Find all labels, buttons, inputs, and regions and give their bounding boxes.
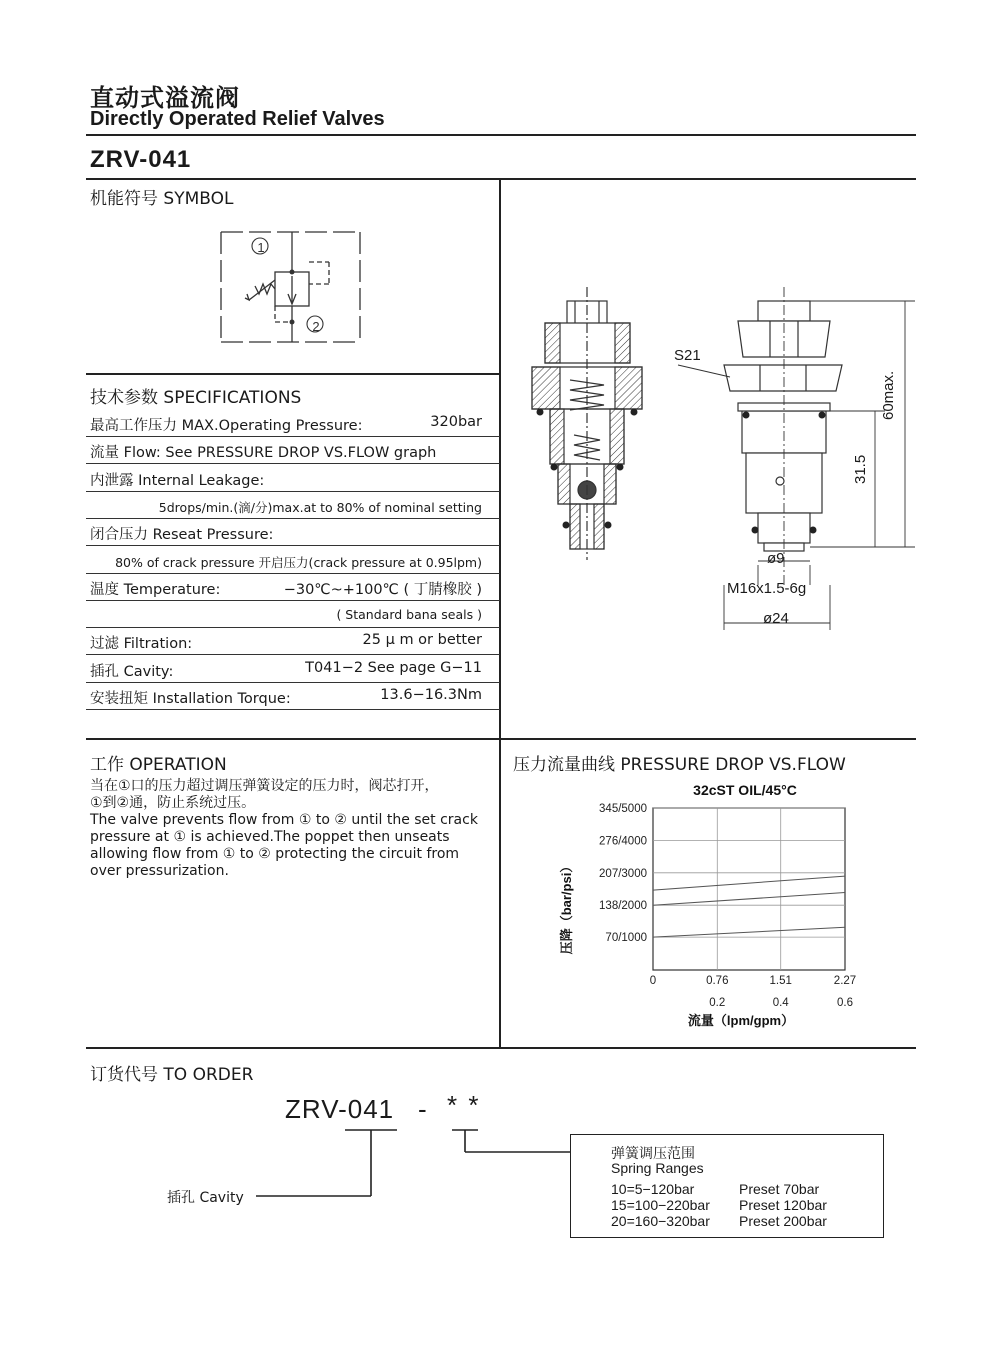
header-rule	[86, 134, 916, 136]
model-number: ZRV-041	[90, 146, 192, 173]
order-suffix: * *	[447, 1090, 481, 1120]
x-tick-label: 0	[649, 975, 657, 987]
operation-line: allowing flow from ① to ② protecting the circuit from	[90, 846, 460, 862]
spec-value: 80% of crack pressure 开启压力(crack pressure at 0.95lpm)	[115, 554, 482, 570]
range-preset: Preset 200bar	[739, 1213, 827, 1229]
operation-text	[90, 778, 495, 880]
range-code: 15=100−220bar	[611, 1197, 710, 1213]
spec-value: ( Standard bana seals )	[336, 607, 482, 623]
spec-row	[86, 518, 500, 546]
chart-xlabel: 流量（lpm/gpm）	[687, 1013, 795, 1028]
chart-series-line	[653, 893, 845, 906]
spec-label: 最高工作压力 MAX.Operating Pressure:	[90, 418, 363, 434]
spec-value: 25 μ m or better	[362, 632, 482, 649]
spec-row	[86, 436, 500, 464]
x-tick-label: 2.27	[833, 975, 857, 987]
operation-line: 当在①口的压力超过调压弹簧设定的压力时，阀芯打开，	[90, 778, 439, 794]
y-tick-label: 276/4000	[599, 835, 647, 848]
chart-ylabel: 压降（bar/psi）	[559, 859, 574, 955]
spec-row	[86, 627, 500, 655]
spec-row	[86, 491, 500, 519]
spec-row	[86, 655, 500, 683]
y-tick-label: 138/2000	[599, 900, 647, 913]
spec-label: 流量 Flow: See PRESSURE DROP VS.FLOW graph	[90, 445, 437, 462]
svg-text:2: 2	[312, 319, 320, 334]
dim-thread-label: M16x1.5-6g	[727, 580, 807, 597]
chart-series-line	[653, 927, 845, 937]
dim-body-label: 31.5	[852, 454, 869, 484]
x-tick-label-gpm: 0.6	[837, 997, 853, 1009]
cavity-label: 插孔 Cavity	[167, 1190, 244, 1206]
symbol-heading: 机能符号 SYMBOL	[90, 189, 234, 209]
spring-range-codes	[611, 1181, 710, 1229]
hex-size-label: S21	[674, 347, 701, 364]
spring-title-cn: 弹簧调压范围	[611, 1146, 695, 1162]
range-code: 10=5−120bar	[611, 1181, 695, 1197]
chart-title: 32cST OIL/45°C	[693, 782, 797, 798]
spec-value: −30℃~+100℃ ( 丁腈橡胶 )	[283, 581, 482, 598]
operation-heading: 工作 OPERATION	[90, 755, 227, 775]
port-1-marker	[251, 237, 271, 257]
x-tick-label-gpm: 0.2	[709, 997, 726, 1009]
spec-value: 5drops/min.(滴/分)max.at to 80% of nominal setting	[158, 499, 482, 515]
svg-text:1: 1	[257, 240, 265, 255]
spec-value: T041−2 See page G−11	[305, 659, 482, 676]
spec-row	[86, 573, 500, 601]
spec-label: 过滤 Filtration:	[90, 636, 193, 653]
order-leader-lines	[240, 1120, 580, 1210]
spec-value: 13.6−16.3Nm	[380, 687, 482, 703]
spring-range-box	[570, 1134, 884, 1238]
operation-line: over pressurization.	[90, 863, 229, 879]
dim-dia-label: ø24	[763, 610, 789, 627]
spring-range-presets	[739, 1181, 827, 1229]
y-tick-label: 207/3000	[599, 867, 647, 880]
spec-row	[86, 682, 500, 710]
chart-rule	[86, 1047, 916, 1049]
spec-row	[86, 409, 500, 437]
spec-label: 内泄露 Internal Leakage:	[90, 472, 265, 489]
chart-series-line	[653, 876, 845, 890]
spec-row	[86, 600, 500, 628]
range-code: 20=160−320bar	[611, 1213, 710, 1229]
hydraulic-symbol	[215, 228, 365, 346]
model-rule	[86, 178, 916, 180]
specs-rule	[86, 738, 916, 740]
spec-row	[86, 464, 500, 492]
chart-frame	[653, 808, 845, 970]
dim-total-label: 60max.	[880, 370, 897, 420]
x-tick-label: 1.51	[769, 975, 792, 987]
chart-heading: 压力流量曲线 PRESSURE DROP VS.FLOW	[513, 755, 846, 775]
symbol-rule	[86, 373, 500, 375]
spec-label: 温度 Temperature:	[90, 581, 221, 598]
order-code: ZRV-041	[285, 1094, 395, 1124]
y-tick-label: 345/5000	[599, 803, 647, 815]
title-english: Directly Operated Relief Valves	[90, 108, 385, 130]
title-chinese: 直动式溢流阀	[90, 84, 240, 112]
x-tick-label: 0.76	[706, 975, 729, 987]
pressure-flow-chart	[505, 775, 910, 1040]
specs-heading: 技术参数 SPECIFICATIONS	[90, 388, 302, 408]
y-tick-label: 70/1000	[605, 932, 647, 945]
order-dash: -	[418, 1094, 427, 1124]
operation-line: The valve prevents flow from ① to ② until the set crack	[90, 812, 478, 828]
spec-value: 320bar	[430, 414, 482, 430]
spec-row	[86, 546, 500, 574]
range-preset: Preset 70bar	[739, 1181, 820, 1197]
operation-line: ①到②通，防止系统过压。	[90, 795, 256, 811]
spec-label: 闭合压力 Reseat Pressure:	[90, 527, 274, 544]
x-tick-label-gpm: 0.4	[772, 997, 789, 1009]
spring-title-en: Spring Ranges	[611, 1160, 704, 1176]
operation-line: pressure at ① is achieved.The poppet then unseats	[90, 829, 450, 845]
spec-label: 插孔 Cavity:	[90, 663, 174, 680]
range-preset: Preset 120bar	[739, 1197, 827, 1213]
spec-label: 安装扭矩 Installation Torque:	[90, 691, 291, 707]
port-2-marker	[306, 316, 326, 336]
order-heading: 订货代号 TO ORDER	[90, 1065, 254, 1085]
dim-small-label: ø9	[767, 550, 785, 567]
